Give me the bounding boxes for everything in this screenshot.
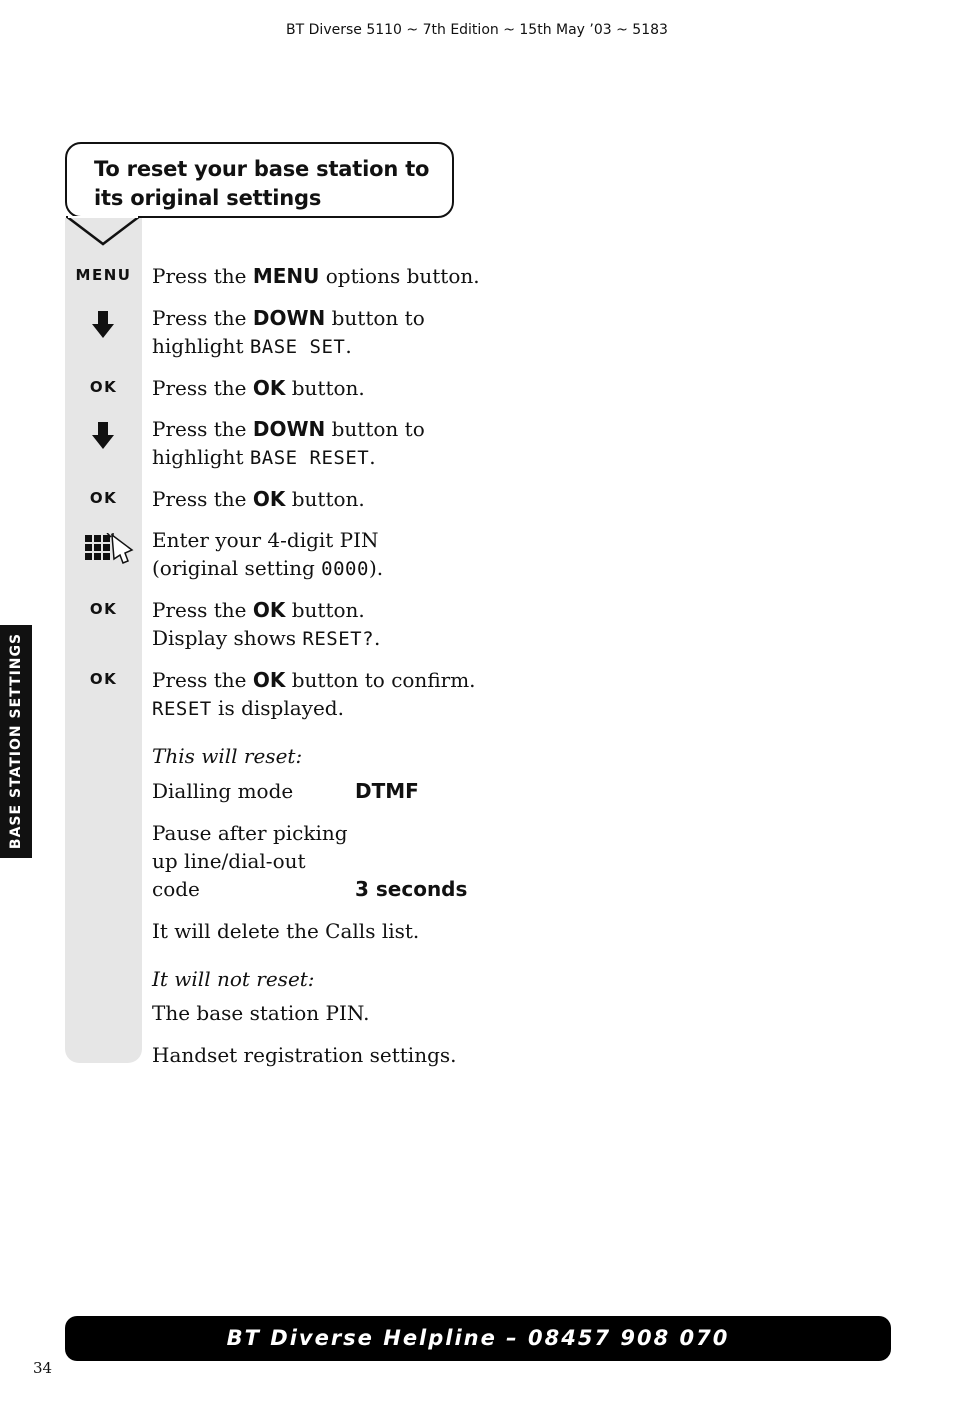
step-2: Press the DOWN button to highlight BASE SET. — [152, 306, 425, 358]
pause-value: 3 seconds — [355, 877, 468, 901]
section-title-line2: its original settings — [94, 186, 322, 210]
pause-label: Pause after picking up line/dial-out code — [152, 821, 348, 901]
step-3: Press the OK button. — [152, 376, 365, 400]
helpline-text: BT Diverse Helpline – 08457 908 070 — [226, 1326, 730, 1350]
step-8: Press the OK button to confirm. RESET is displayed. — [152, 668, 476, 720]
display-text: 0000 — [321, 558, 369, 580]
display-text: RESET — [152, 698, 212, 720]
not-reset-item: The base station PIN. — [152, 1001, 370, 1025]
section-title — [94, 155, 429, 213]
reset-heading: This will reset: — [152, 744, 303, 768]
callout-pointer — [66, 216, 142, 248]
dialling-mode-value: DTMF — [355, 779, 419, 803]
calls-note: It will delete the Calls list. — [152, 919, 420, 943]
step-6: Enter your 4-digit PIN (original setting 0000). — [152, 528, 384, 580]
step-5: Press the OK button. — [152, 487, 365, 511]
step-1: Press the MENU options button. — [152, 264, 480, 288]
ok-button-label: OK — [89, 489, 118, 507]
running-header: BT Diverse 5110 ~ 7th Edition ~ 15th May ’03 ~ 5183 — [286, 22, 668, 38]
ok-button-label: OK — [89, 600, 118, 618]
dialling-mode-label: Dialling mode — [152, 779, 294, 803]
keypad-icon — [85, 533, 135, 567]
step-4: Press the DOWN button to highlight BASE RESET. — [152, 417, 425, 469]
not-reset-item: Handset registration settings. — [152, 1043, 457, 1067]
down-arrow-icon — [92, 422, 114, 450]
page-number: 34 — [33, 1359, 53, 1377]
step-7: Press the OK button. Display shows RESET?. — [152, 598, 381, 650]
icon-column — [65, 218, 142, 1063]
menu-button-label: MENU — [75, 266, 132, 284]
section-title-line1: To reset your base station to — [94, 157, 430, 181]
display-text: RESET? — [302, 628, 375, 650]
helpline-banner — [65, 1316, 891, 1361]
section-callout — [65, 142, 454, 218]
side-tab-label: BASE STATION SETTINGS — [8, 632, 24, 850]
ok-button-label: OK — [89, 378, 118, 396]
not-reset-heading: It will not reset: — [152, 967, 315, 991]
section-side-tab — [0, 625, 32, 858]
display-text: BASE SET — [249, 336, 346, 358]
display-text: BASE RESET — [249, 447, 370, 469]
down-arrow-icon — [92, 311, 114, 339]
ok-button-label: OK — [89, 670, 118, 688]
